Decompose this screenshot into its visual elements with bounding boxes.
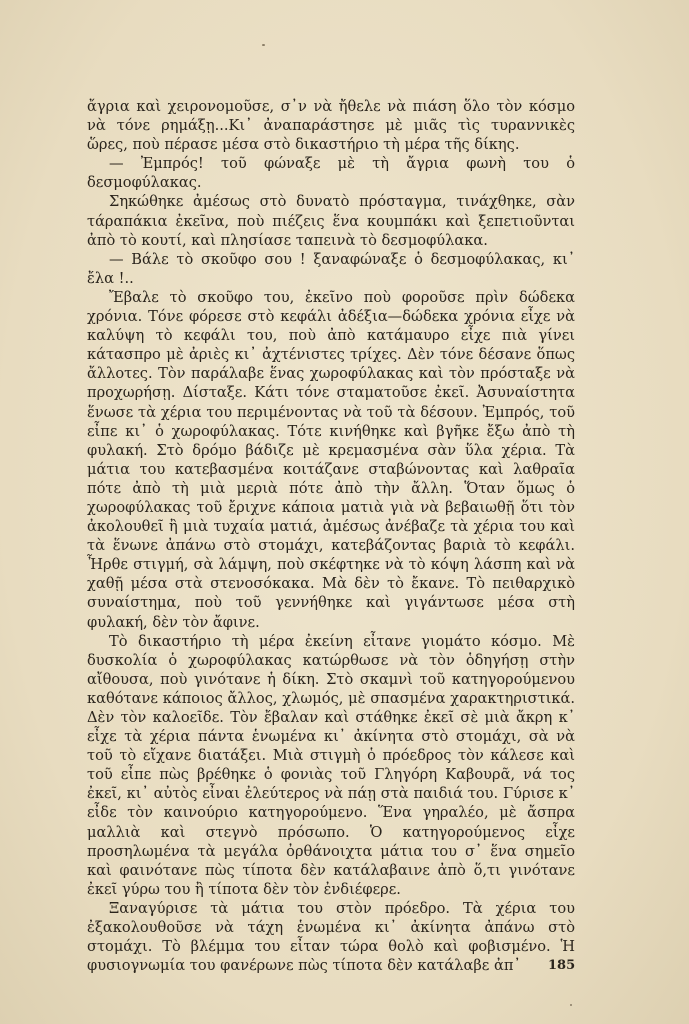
paragraph: Σηκώθηκε ἀμέσως στὸ δυνατὸ πρόσταγμα, τινάχθηκε, σὰν τάραπάκια ἐκεῖνα, ποὺ πιέζεις ἕνα κουμπάκι καὶ ξεπετιοῦνται ἀπὸ τὸ κουτί, καὶ πλησίασε ταπεινὰ τὸ δεσμοφύλακα.: [87, 193, 575, 249]
paragraph: ἄγρια καὶ χειρονομοῦσε, σ᾽ν νὰ ἤθελε νὰ πιάση ὅλο τὸν κόσμο νὰ τόνε ρημάξῃ...Κι᾽ ἀναπαράστησε μὲ μιᾶς τὶς τυραννικὲς ὥρες, ποὺ πέρασε μέσα στὸ δικαστήριο τὴ μέρα τῆς δίκης.: [87, 98, 575, 154]
paper-speck: [570, 1004, 572, 1006]
paper-speck: [262, 44, 265, 46]
paragraph: Ἔβαλε τὸ σκοῦφο του, ἐκεῖνο ποὺ φοροῦσε πρὶν δώδεκα χρόνια. Τόνε φόρεσε στὸ κεφάλι ἀδέξια—δώδεκα χρόνια εἶχε νὰ καλύψη τὸ κεφάλι του, ποὺ ἀπὸ κατάμαυρο εἶχε πιὰ γίνει κάτασπρο μὲ ἀριὲς κι᾽ ἀχτένιστες τρίχες. Δὲν τόνε δέσανε ὅπως ἄλλοτες. Τὸν παράλαβε ἕνας χωροφύλακας καὶ τὸν πρόσταξε νὰ προχωρήσῃ. Δίσταξε. Κάτι τόνε σταματοῦσε ἐκεῖ. Ἀσυναίστητα ἕνωσε τὰ χέρια του περιμένοντας νὰ τοῦ τὰ δέσουν. Ἐμπρός, τοῦ εἶπε κι᾽ ὁ χωροφύλακας. Τότε κινήθηκε καὶ βγῆκε ἔξω ἀπὸ τὴ φυλακή. Στὸ δρόμο βάδιζε μὲ κρεμασμένα σὰν ὕλα χέρια. Τὰ μάτια του κατεβασμένα κοιτάζανε σταβώνοντας καὶ λαθραῖα πότε ἀπὸ τὴ μιὰ μεριὰ πότε ἀπὸ τὴν ἄλλη. Ὅταν ὅμως ὁ χωροφύλακας τοῦ ἔριχνε κάποια ματιὰ γιὰ νὰ βεβαιωθῇ ὅτι τὸν ἀκολουθεῖ ἢ μιὰ τυχαία ματιά, ἀμέσως ἀνέβαζε τὰ χέρια του καὶ τὰ ἕνωνε ἀπάνω στὸ στομάχι, κατεβάζοντας βαριὰ τὸ κεφάλι. Ἦρθε στιγμή, σὰ λάμψη, ποὺ σκέφτηκε νὰ τὸ κόψη λάσπη καὶ νὰ χαθῇ μέσα στὰ στενοσόκακα. Μὰ δὲν τὸ ἔκανε. Τὸ πειθαρχικὸ συναίστημα, ποὺ τοῦ γεννήθηκε καὶ γιγάντωσε μέσα στὴ φυλακή, δὲν τὸν ἄφινε.: [87, 288, 575, 631]
paragraph: Τὸ δικαστήριο τὴ μέρα ἐκείνη εἶτανε γιομάτο κόσμο. Μὲ δυσκολία ὁ χωροφύλακας κατώρθωσε νὰ τὸν ὁδηγήσῃ στὴν αἴθουσα, ποὺ γινότανε ἡ δίκη. Στὸ σκαμνὶ τοῦ κατηγορούμενου καθότανε κάποιος ἄλλος, χλωμός, μὲ σπασμένα χαρακτηριστικά. Δὲν τὸν καλοεῖδε. Τὸν ἔβαλαν καὶ στάθηκε ἐκεῖ σὲ μιὰ ἄκρη κ᾽ εἶχε τὰ χέρια πάντα ἑνωμένα κι᾽ ἀκίνητα στὸ στομάχι, σὰ νὰ τοῦ τὸ εἴχανε διατάξει. Μιὰ στιγμὴ ὁ πρόεδρος τὸν κάλεσε καὶ τοῦ εἶπε πὼς βρέθηκε ὁ φονιὰς τοῦ Γληγόρη Καβουρᾶ, νά τος ἐκεῖ, κι᾽ αὐτὸς εἶναι ἐλεύτερος νὰ πάῃ στὰ παιδιά του. Γύρισε κ᾽ εἶδε τὸν καινούριο κατηγορούμενο. Ἕνα γηραλέο, μὲ ἄσπρα μαλλιὰ καὶ στεγνὸ πρόσωπο. Ὁ κατηγορούμενος εἶχε προσηλωμένα τὰ μεγάλα ὀρθάνοιχτα μάτια του σ᾽ ἕνα σημεῖο καὶ φαινότανε πὼς τίποτα δὲν κατάλαβαινε ἀπὸ ὅ,τι γινότανε ἐκεῖ γύρω του ἢ τίποτα δὲν τὸν ἐνδιέφερε.: [87, 632, 575, 898]
page-number: 185: [548, 958, 576, 973]
body-text: [87, 97, 575, 975]
paragraph: — Ἐμπρός! τοῦ φώναξε μὲ τὴ ἄγρια φωνὴ του ὁ δεσμοφύλακας.: [87, 155, 575, 192]
paragraph: — Βάλε τὸ σκοῦφο σου ! ξαναφώναξε ὁ δεσμοφύλακας, κι᾽ ἔλα !..: [87, 250, 575, 287]
paragraph: Ξαναγύρισε τὰ μάτια του στὸν πρόεδρο. Τὰ χέρια του ἐξακολουθοῦσε νὰ τάχη ἑνωμένα κι᾽ ἀκίνητα ἀπάνω στὸ στομάχι. Τὸ βλέμμα του εἶταν τώρα θολὸ καὶ φοβισμένο. Ἡ φυσιογνωμία του φανέρωνε πὼς τίποτα δὲν κατάλαβε ἀπ᾽: [87, 899, 575, 975]
